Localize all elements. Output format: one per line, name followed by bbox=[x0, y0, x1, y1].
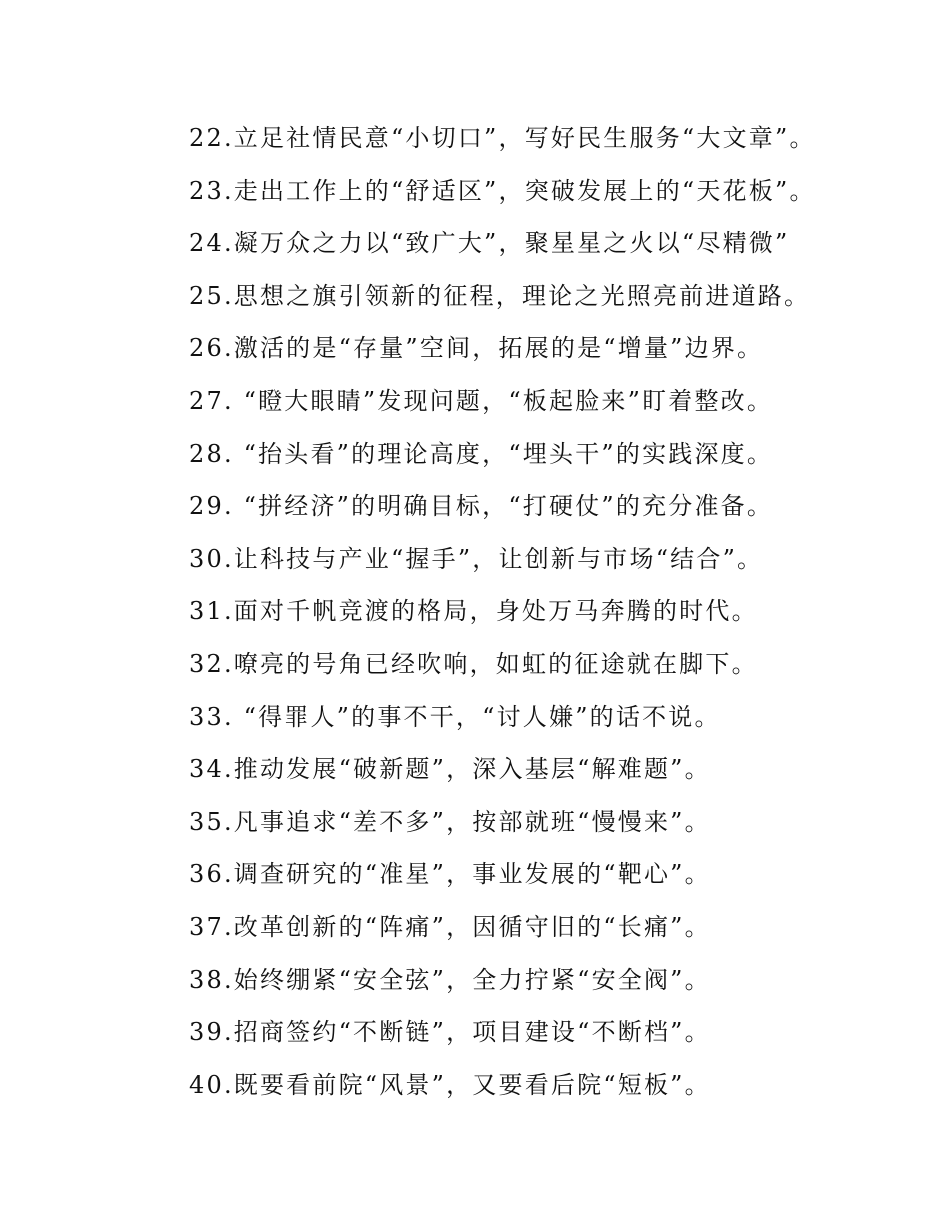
phrase-line: 30.让科技与产业“握手”，让创新与市场“结合”。 bbox=[189, 544, 764, 573]
phrase-line: 35.凡事追求“差不多”，按部就班“慢慢来”。 bbox=[189, 807, 711, 836]
phrase-line: 26.激活的是“存量”空间，拓展的是“增量”边界。 bbox=[189, 334, 764, 363]
phrase-line: 29. “拼经济”的明确目标，“打硬仗”的充分准备。 bbox=[189, 492, 774, 521]
phrase-line: 24.凝万众之力以“致广大”，聚星星之火以“尽精微” bbox=[189, 229, 790, 258]
phrase-line: 33. “得罪人”的事不干，“讨人嫌”的话不说。 bbox=[189, 702, 721, 731]
phrase-line: 38.始终绷紧“安全弦”，全力拧紧“安全阀”。 bbox=[189, 965, 711, 994]
phrase-line: 37.改革创新的“阵痛”，因循守旧的“长痛”。 bbox=[189, 912, 711, 941]
phrase-line: 23.走出工作上的“舒适区”，突破发展上的“天花板”。 bbox=[189, 176, 816, 205]
phrase-line: 36.调查研究的“准星”，事业发展的“靶心”。 bbox=[189, 860, 711, 889]
phrase-list bbox=[189, 118, 889, 1117]
phrase-line: 40.既要看前院“风景”，又要看后院“短板”。 bbox=[189, 1070, 711, 1099]
phrase-line: 27. “瞪大眼睛”发现问题，“板起脸来”盯着整改。 bbox=[189, 386, 774, 415]
phrase-line: 28. “抬头看”的理论高度，“埋头干”的实践深度。 bbox=[189, 439, 774, 468]
phrase-line: 32.嘹亮的号角已经吹响，如虹的征途就在脚下。 bbox=[189, 649, 758, 678]
phrase-line: 22.立足社情民意“小切口”，写好民生服务“大文章”。 bbox=[189, 124, 816, 152]
phrase-line: 34.推动发展“破新题”，深入基层“解难题”。 bbox=[189, 755, 711, 784]
phrase-line: 39.招商签约“不断链”，项目建设“不断档”。 bbox=[189, 1018, 711, 1047]
phrase-line: 25.思想之旗引领新的征程，理论之光照亮前进道路。 bbox=[189, 281, 811, 310]
phrase-line: 31.面对千帆竞渡的格局，身处万马奔腾的时代。 bbox=[189, 597, 758, 626]
